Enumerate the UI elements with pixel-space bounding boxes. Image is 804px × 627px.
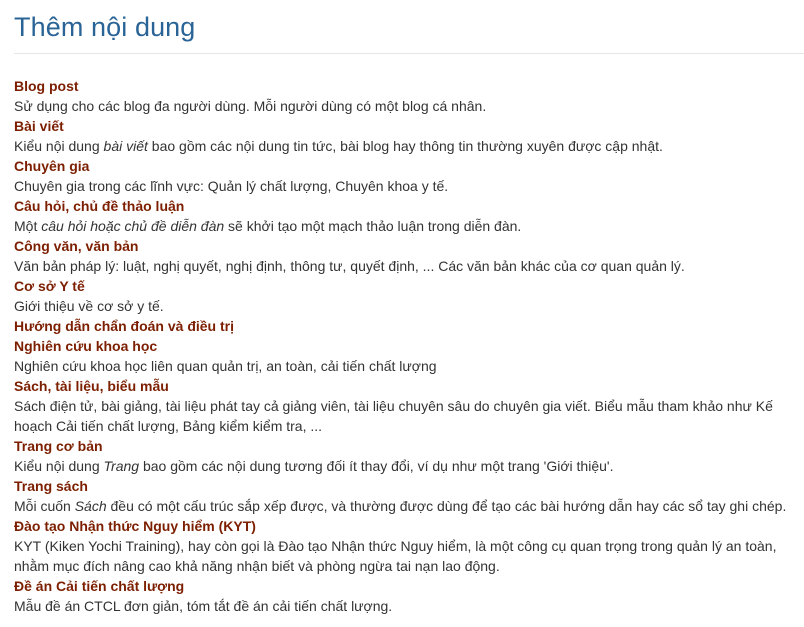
content-type-item — [14, 436, 794, 456]
content-type-description — [14, 456, 794, 476]
content-type-description — [14, 396, 794, 436]
content-type-item — [14, 516, 794, 536]
content-type-item — [14, 156, 794, 176]
description-text: Một — [14, 218, 42, 234]
title-divider — [14, 53, 804, 54]
content-type-item — [14, 376, 794, 396]
description-text: đều có một cấu trúc sắp xếp được, và thường được dùng để tạo các bài hướng dẫn hay các sổ tay ghi chép. — [106, 498, 787, 514]
content-type-link[interactable]: Sách, tài liệu, biểu mẫu — [14, 378, 169, 394]
content-type-description — [14, 216, 794, 236]
content-type-link[interactable]: Trang cơ bản — [14, 438, 103, 454]
description-text: Giới thiệu về cơ sở y tế. — [14, 298, 164, 314]
content-type-description — [14, 256, 794, 276]
content-type-item — [14, 576, 794, 596]
content-type-description — [14, 356, 794, 376]
description-emphasis: Sách — [74, 498, 107, 514]
content-type-link[interactable]: Chuyên gia — [14, 158, 90, 174]
content-type-item — [14, 76, 794, 96]
content-type-link[interactable]: Đề án Cải tiến chất lượng — [14, 578, 185, 594]
description-text: Chuyên gia trong các lĩnh vực: Quản lý chất lượng, Chuyên khoa y tế. — [14, 178, 449, 194]
content-type-link[interactable]: Cơ sở Y tế — [14, 278, 85, 294]
content-type-link[interactable]: Công văn, văn bản — [14, 238, 139, 254]
description-text: Kiểu nội dung — [14, 138, 104, 154]
content-type-item — [14, 476, 794, 496]
content-type-description — [14, 596, 794, 616]
description-emphasis: Trang — [103, 458, 140, 474]
description-text: Văn bản pháp lý: luật, nghị quyết, nghị định, thông tư, quyết định, ... Các văn bản khác của cơ quan quản lý. — [14, 258, 685, 274]
description-text: Mỗi cuốn — [14, 498, 75, 514]
description-text: bao gồm các nội dung tin tức, bài blog hay thông tin thường xuyên được cập nhật. — [147, 138, 663, 154]
description-text: sẽ khởi tạo một mạch thảo luận trong diễn đàn. — [224, 218, 522, 234]
description-text: KYT (Kiken Yochi Training), hay còn gọi là Đào tạo Nhận thức Nguy hiểm, là một công cụ quan trọng trong quản lý an toàn, nhằm mục đích nâng cao khả năng nhận biết và phòng ngừa tai nạn lao động. — [14, 538, 777, 574]
content-type-description — [14, 296, 794, 316]
content-type-item — [14, 116, 794, 136]
content-type-item — [14, 316, 794, 336]
content-type-description — [14, 496, 794, 516]
description-text: bao gồm các nội dung tương đối ít thay đổi, ví dụ như một trang 'Giới thiệu'. — [139, 458, 614, 474]
content-type-description — [14, 536, 794, 576]
content-type-description — [14, 176, 794, 196]
content-type-item — [14, 276, 794, 296]
content-type-item — [14, 236, 794, 256]
content-type-description — [14, 136, 794, 156]
description-text: Kiểu nội dung — [14, 458, 104, 474]
content-type-item — [14, 336, 794, 356]
description-text: Mẫu đề án CTCL đơn giản, tóm tắt đề án cải tiến chất lượng. — [14, 598, 393, 614]
description-emphasis: câu hỏi hoặc chủ đề diễn đàn — [41, 218, 225, 234]
description-text: Sách điện tử, bài giảng, tài liệu phát tay cả giảng viên, tài liệu chuyên sâu do chuyên gia viết. Biểu mẫu tham khảo như Kế hoạch Cải tiến chất lượng, Bảng kiểm kiểm tra, ... — [14, 398, 773, 434]
content-type-link[interactable]: Câu hỏi, chủ đề thảo luận — [14, 198, 185, 214]
description-text: Sử dụng cho các blog đa người dùng. Mỗi người dùng có một blog cá nhân. — [14, 98, 487, 114]
content-type-link[interactable]: Trang sách — [14, 478, 88, 494]
page-title: Thêm nội dung — [14, 12, 196, 42]
description-emphasis: bài viết — [103, 138, 148, 154]
content-type-item — [14, 196, 794, 216]
content-type-link[interactable]: Đào tạo Nhận thức Nguy hiểm (KYT) — [14, 518, 256, 534]
content-type-link[interactable]: Nghiên cứu khoa học — [14, 338, 158, 354]
content-type-link[interactable]: Bài viết — [14, 118, 64, 134]
content-type-link[interactable]: Blog post — [14, 78, 79, 94]
content-type-list — [14, 76, 794, 616]
content-type-link[interactable]: Hướng dẫn chẩn đoán và điều trị — [14, 318, 235, 334]
content-type-description — [14, 96, 794, 116]
description-text: Nghiên cứu khoa học liên quan quản trị, an toàn, cải tiến chất lượng — [14, 358, 437, 374]
